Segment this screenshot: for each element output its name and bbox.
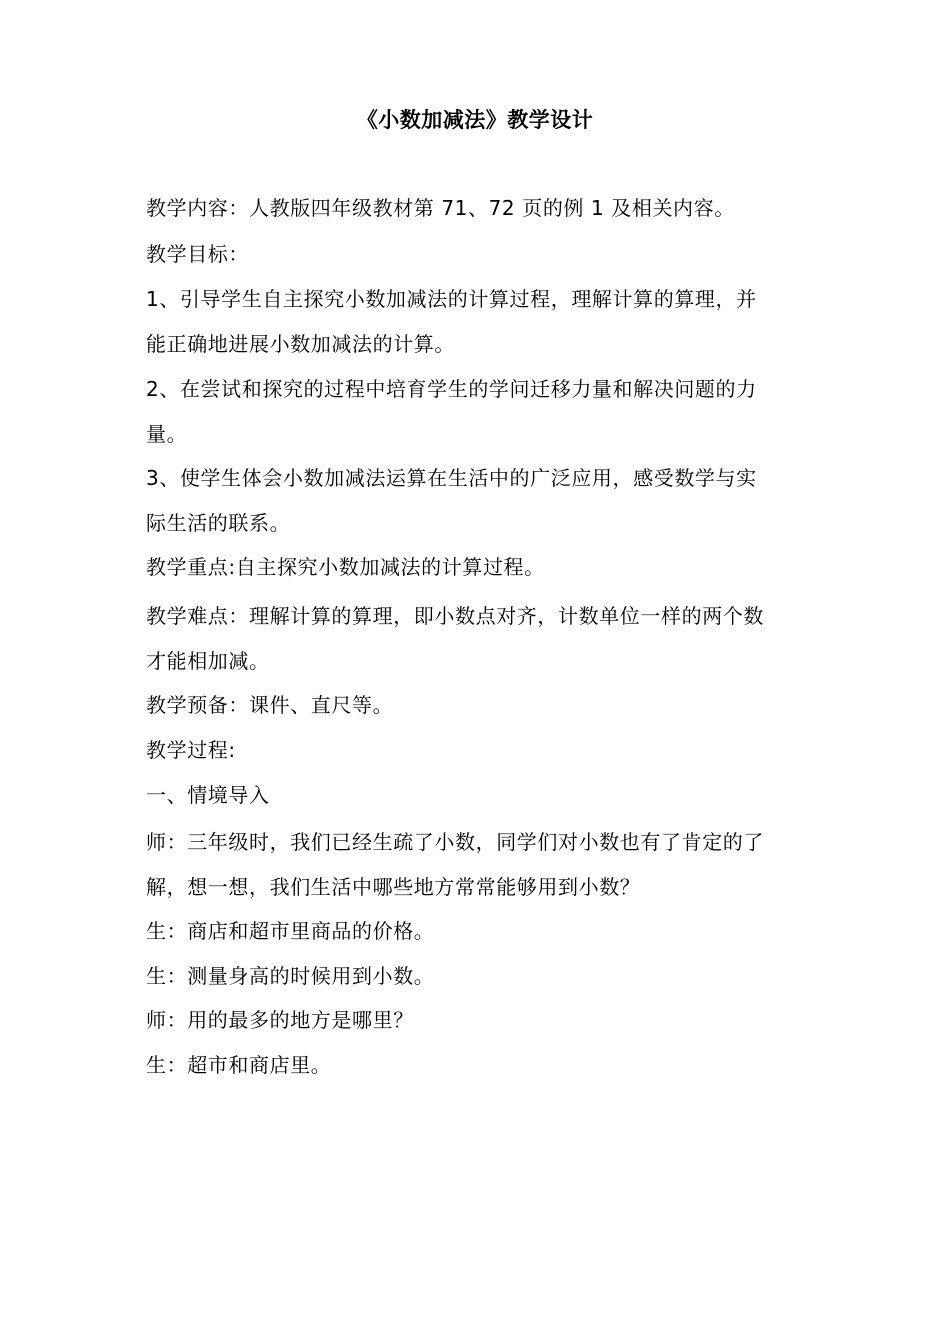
section-heading-intro: 一、情境导入 bbox=[146, 783, 270, 807]
text-line-key-point: 教学重点:自主探究小数加减法的计算过程。 bbox=[146, 555, 545, 579]
dialogue-line-teacher-2: 师：用的最多的地方是哪里？ bbox=[146, 1008, 414, 1032]
dialogue-line-teacher-1: 师：三年级时，我们已经生疏了小数，同学们对小数也有了肯定的了 bbox=[146, 830, 764, 854]
text-line-preparation: 教学预备：课件、直尺等。 bbox=[146, 693, 394, 717]
text-line-teaching-goals-heading: 教学目标： bbox=[146, 242, 249, 266]
document-title: 《小数加减法》教学设计 bbox=[356, 108, 594, 132]
text-line-goal-2-cont: 量。 bbox=[146, 422, 188, 446]
text-line-goal-1: 1、引导学生自主探究小数加减法的计算过程，理解计算的算理，并 bbox=[146, 287, 757, 311]
text-line-teaching-content: 教学内容：人教版四年级教材第 71、72 页的例 1 及相关内容。 bbox=[146, 196, 735, 220]
text-line-goal-3-cont: 际生活的联系。 bbox=[146, 511, 291, 535]
text-line-process-heading: 教学过程: bbox=[146, 738, 236, 762]
dialogue-line-student-3: 生：超市和商店里。 bbox=[146, 1053, 332, 1077]
text-line-difficulty-cont: 才能相加减。 bbox=[146, 649, 270, 673]
dialogue-line-teacher-1-cont: 解，想一想，我们生活中哪些地方常常能够用到小数？ bbox=[146, 875, 641, 899]
text-line-goal-1-cont: 能正确地进展小数加减法的计算。 bbox=[146, 332, 455, 356]
text-line-difficulty: 教学难点：理解计算的算理，即小数点对齐，计数单位一样的两个数 bbox=[146, 604, 764, 628]
text-line-goal-2: 2、在尝试和探究的过程中培育学生的学问迁移力量和解决问题的力 bbox=[146, 377, 757, 401]
text-line-goal-3: 3、使学生体会小数加减法运算在生活中的广泛应用，感受数学与实 bbox=[146, 466, 757, 490]
dialogue-line-student-1: 生：商店和超市里商品的价格。 bbox=[146, 919, 435, 943]
dialogue-line-student-2: 生：测量身高的时候用到小数。 bbox=[146, 964, 435, 988]
